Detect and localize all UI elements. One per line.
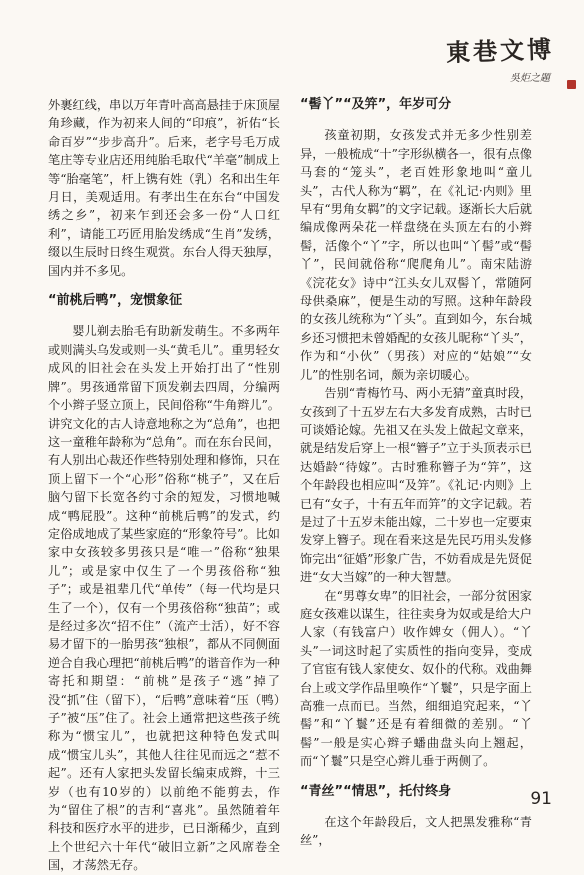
page-number: 91 — [530, 789, 552, 809]
logo-signature: 吳炬之題 — [510, 73, 550, 84]
section-heading: “前桃后鸭”，宠惯象征 — [48, 293, 183, 309]
calligraphy-logo — [404, 32, 554, 82]
red-seal-icon — [567, 80, 576, 89]
left-column — [48, 96, 280, 873]
logo-title: 東巷文博 — [445, 34, 555, 68]
section-heading: “髻丫”“及笄”，年岁可分 — [300, 97, 452, 112]
right-column — [300, 96, 532, 848]
paragraph: 外裹红线，串以万年青叶高高悬挂于床顶屋角珍藏，作为初来人间的“印痕”，祈佑“长命百岁”“步步高升”。后来，老字号毛万成笔庄等专业店还用纯胎毛取代“羊毫”制成上等“胎毫笔”，杆上镌有姓（乳）名和出生年月日，美观适用。有孝出生在东台“中国发绣之乡”，初来乍到还会多一份“人口红利”，请能工巧匠用胎发绣成“生肖”发绣，缀以生辰时日终生观赏。东台人得天独厚，国内并不多见。 — [48, 98, 280, 278]
paragraph: 孩童初期，女孩发式并无多少性别差异，一般梳成“十”字形纵横各一，很有点像马套的“笼头”，老百姓形象地叫“童儿头”，古代人称为“羁”，在《礼记·内则》里早有“男角女羁”的文字记载。逐渐长大后就编成像两朵花一样盘绕在头顶左右的小辫髻，活像个“丫”字，所以也叫“丫髻”或“髻丫”，民间就俗称“爬爬角儿”。南宋陆游《浣花女》诗中“江头女儿双髻丫，常随阿母供桑麻”，便是生动的写照。这种年龄段的女孩儿统称为“丫头”。直到如今，东台城乡还习惯把未曾婚配的女孩儿昵称“丫头”，作为和“小伙”（男孩）对应的“姑娘”“女儿”的性别名词，颇为亲切暖心。 — [300, 128, 532, 382]
section-heading: “青丝”“情思”，托付终身 — [300, 783, 452, 799]
paragraph: 告别“青梅竹马、两小无猜”童真时段，女孩到了十五岁左右大多发育成熟，古时已可谈婚论嫁。先祖又在头发上做起文章来，就是结发后穿上一根“簪子”立于头顶表示已达婚龄“待嫁”。古时雅称簪子为“笄”，这个年龄段也相应叫“及笄”。《礼记·内则》上已有“女子，十有五年而笄”的文字记载。若是过了十五岁未能出嫁，二十岁也一定要束发穿上簪子。现在看来这是先民巧用头发修饰完出“征婚”形象广告，不妨看成是先贤促进“女大当嫁”的一种大智慧。 — [300, 386, 532, 585]
paragraph: 在“男尊女卑”的旧社会，一部分贫困家庭女孩难以谋生，往往卖身为奴或是给大户人家（有钱富户）收作婢女（佣人）。“丫头”一词这时起了实质性的指向变异，变成了官宦有钱人家使女、奴仆的代称。戏曲舞台上或文学作品里唤作“丫鬟”，只是字面上高雅一点而已。当然，细细追究起来，“丫髻”和“丫鬟”还是有着细微的差别。“丫髻”一般是实心辫子蟠曲盘头向上翘起，而“丫鬟”只是空心辫儿垂于两侧了。 — [300, 588, 532, 769]
paragraph: 婴儿剃去胎毛有助新发萌生。不多两年或则满头乌发或则一头“黄毛儿”。重男轻女成风的旧社会在头发上开始打出了“性别牌”。男孩通常留下顶发剃去四周，分编两个小辫子竖立顶上，民间俗称“牛角辫儿”。讲究文化的古人诗意地称之为“总角”，也把这一童稚年龄称为“总角”。而在东台民间，有人别出心裁还作些特别处理和修饰，只在顶上留下一个“心形”俗称“桃子”，又在后脑勺留下长宽各约寸余的短发，习惯地喊成“鸭屁股”。这种“前桃后鸭”的发式，约定俗成地成了某些家庭的“形象符号”。比如家中女孩较多男孩只是“唯一”俗称“独果儿”；或是家中仅生了一个男孩俗称“独子”；或是祖辈几代“单传”（每一代均是只生了一个），仅有一个男孩俗称“独苗”；或是经过多次“招不住”（流产士活），好不容易才留下的一胎男孩“独根”，都从不同侧面逆合自我心理把“前桃后鸭”的谐音作为一种寄托和期望：“前桃”是孩子“逃”掉了没“抓”住（留下），“后鸭”意味着“压（鸭）子”被“压”住了。社会上通常把这些孩子统称为“惯宝儿”，也就把这种特色发式叫成“惯宝儿头”，其他人往往见而远之“惹不起”。还有人家把头发留长编束成辫，十三岁（也有10岁的）以前绝不能剪去，作为“留住了根”的吉利“喜兆”。虽然随着年科技和医疗水平的进步，已日渐稀少，直到上个世纪六十年代“破旧立新”之风席卷全国，才荡然无存。 — [48, 324, 280, 873]
paragraph: 在这个年龄段后，文人把黑发雅称“青丝”， — [300, 815, 532, 848]
